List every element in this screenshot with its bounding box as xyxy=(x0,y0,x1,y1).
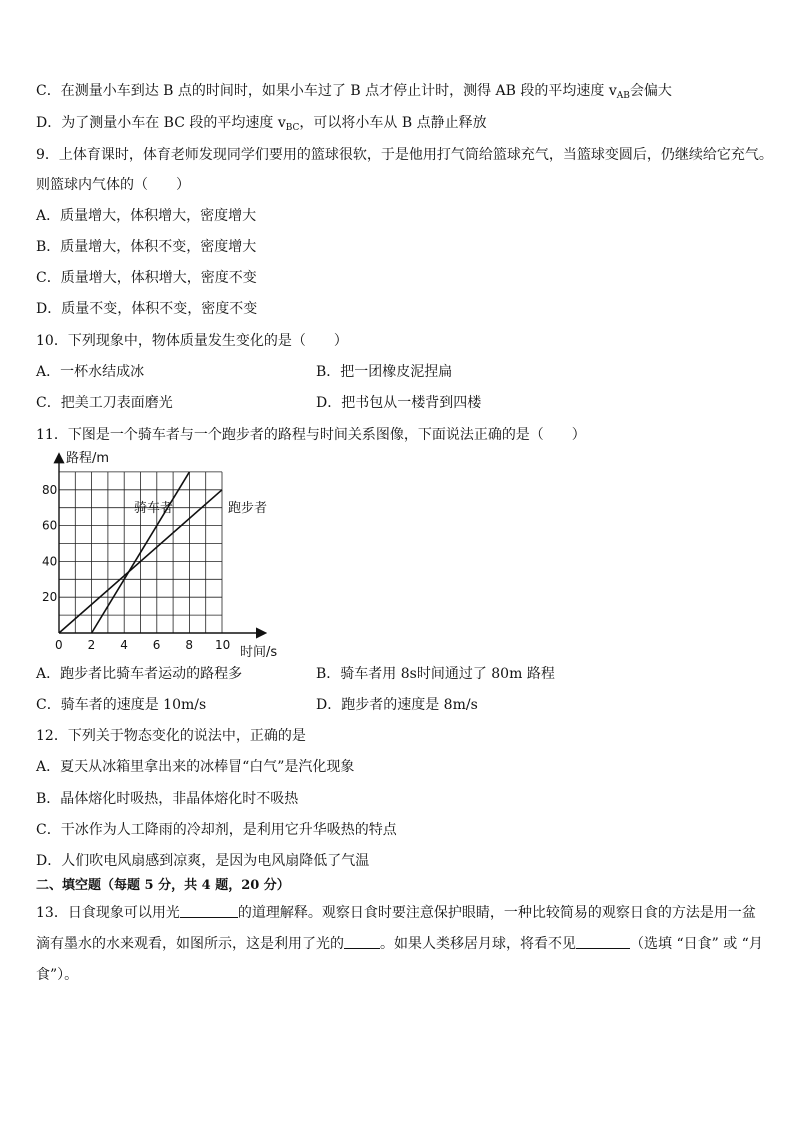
q13-line3: 食”）。 xyxy=(36,967,79,983)
q8-option-d: D．为了测量小车在 BC 段的平均速度 $v_{BC}$，可以将小车从 B 点静止释放 xyxy=(36,115,487,133)
q10-option-b: B．把一团橡皮泥捏扁 xyxy=(316,364,453,380)
q11-option-c: C．骑车者的速度是 10m/s xyxy=(36,697,207,713)
q9-option-a: A．质量增大，体积增大，密度增大 xyxy=(36,208,257,224)
y-tick-label: 20 xyxy=(42,590,58,605)
y-tick-label: 40 xyxy=(42,554,58,569)
x-tick-label: 10 xyxy=(215,638,231,652)
q13-blank-1 xyxy=(180,903,238,918)
q9-stem-line2: 则篮球内气体的（ ） xyxy=(36,177,190,193)
q10-stem: 10．下列现象中，物体质量发生变化的是（ ） xyxy=(36,333,348,349)
q12-option-a: A．夏天从冰箱里拿出来的冰棒冒“白气”是汽化现象 xyxy=(36,759,355,775)
series-label-runner: 跑步者 xyxy=(228,501,268,516)
y-tick-label: 80 xyxy=(42,482,58,497)
q13-blank-3 xyxy=(576,934,630,949)
q9-option-d: D．质量不变，体积不变，密度不变 xyxy=(36,301,258,317)
q11-option-d: D．跑步者的速度是 8m/s xyxy=(316,697,478,713)
distance-time-chart xyxy=(30,448,300,666)
y-axis-label: 路程/m xyxy=(66,451,110,466)
q11-stem: 11．下图是一个骑车者与一个跑步者的路程与时间关系图像，下面说法正确的是（ ） xyxy=(36,427,586,443)
q11-option-b: B．骑车者用 8s时间通过了 80m 路程 xyxy=(316,666,555,682)
q9-option-b: B．质量增大，体积不变，密度增大 xyxy=(36,239,257,255)
q13-line2: 滴有墨水的水来观看，如图所示，这是利用了光的 。如果人类移居月球，将看不见 （选填 “日食” 或 “月 xyxy=(36,936,763,952)
q12-option-d: D．人们吹电风扇感到凉爽，是因为电风扇降低了气温 xyxy=(36,853,370,869)
q9-stem-line1: 9．上体育课时，体育老师发现同学们要用的篮球很软，于是他用打气筒给篮球充气，当篮球变圆后，仍继续给它充气。 xyxy=(36,147,773,163)
x-axis-label: 时间/s xyxy=(240,645,278,660)
q12-option-b: B．晶体熔化时吸热，非晶体熔化时不吸热 xyxy=(36,791,299,807)
x-tick-label: 8 xyxy=(185,638,194,652)
q13-blank-2 xyxy=(344,934,380,949)
series-label-cyclist: 骑车者 xyxy=(134,501,174,516)
section-title: 二、填空题（每题 5 分，共 4 题，20 分） xyxy=(36,878,290,893)
x-tick-label: 2 xyxy=(87,638,96,652)
q12-option-c: C．干冰作为人工降雨的冷却剂，是利用它升华吸热的特点 xyxy=(36,822,397,838)
q10-option-c: C．把美工刀表面磨光 xyxy=(36,395,173,411)
q9-option-c: C．质量增大，体积增大，密度不变 xyxy=(36,270,257,286)
y-tick-label: 60 xyxy=(42,518,58,533)
q13-line1: 13．日食现象可以用光 的道理解释。观察日食时要注意保护眼睛，一种比较简易的观察日食的方法是用一盆 xyxy=(36,905,756,921)
q8-option-c: C．在测量小车到达 B 点的时间时，如果小车过了 B 点才停止计时，测得 AB 段的平均速度 $v_{AB}$会偏大 xyxy=(36,83,672,101)
q11-option-a: A．跑步者比骑车者运动的路程多 xyxy=(36,666,243,682)
q10-option-d: D．把书包从一楼背到四楼 xyxy=(316,395,482,411)
x-tick-label: 6 xyxy=(152,638,161,652)
q10-option-a: A．一杯水结成冰 xyxy=(36,364,145,380)
q12-stem: 12．下列关于物态变化的说法中，正确的是 xyxy=(36,728,306,744)
x-tick-label: 0 xyxy=(55,638,63,652)
x-tick-label: 4 xyxy=(120,638,128,652)
